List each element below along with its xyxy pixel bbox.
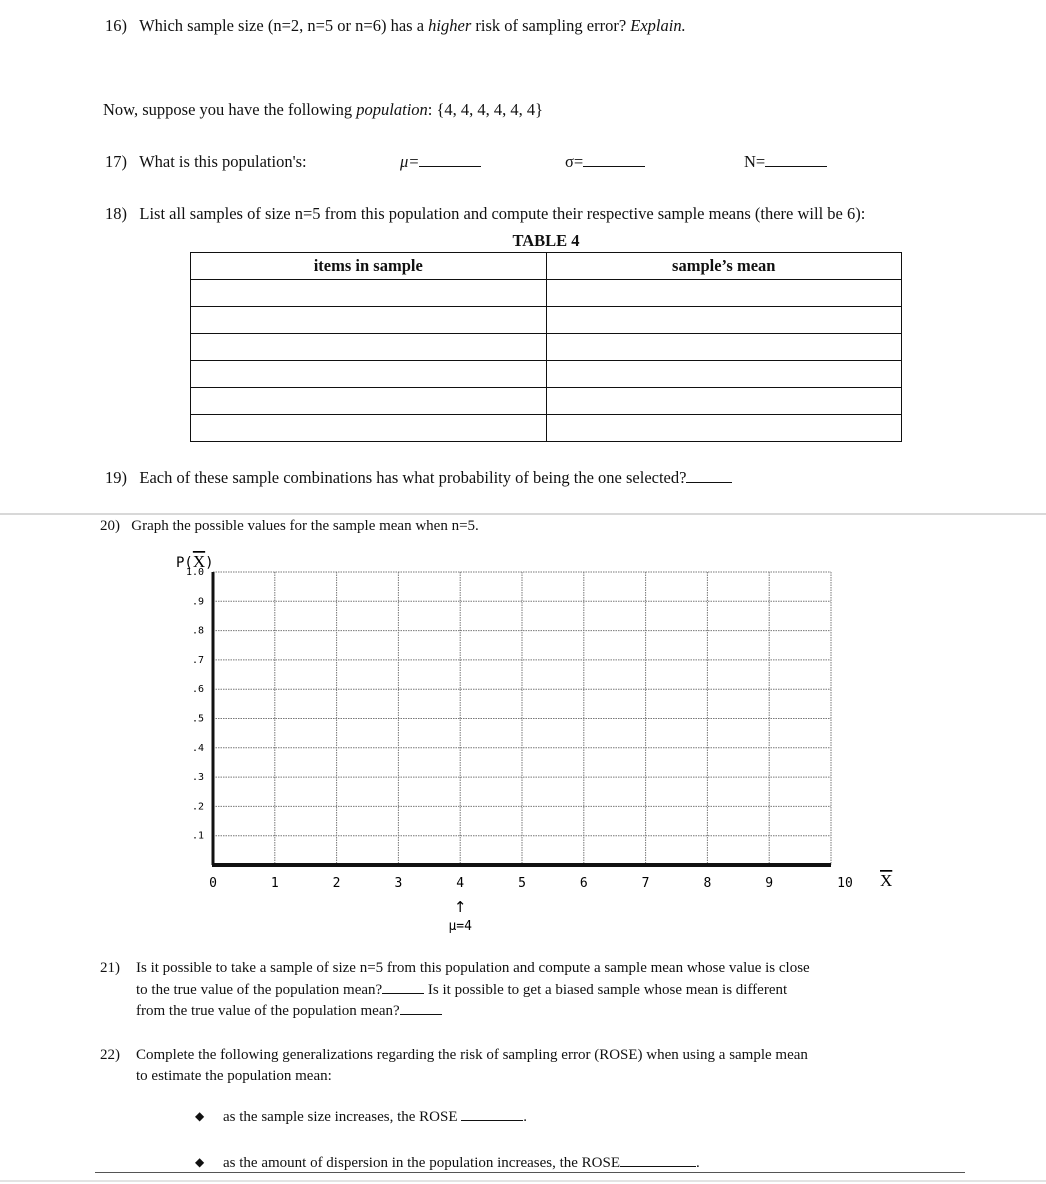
mean-cell[interactable]	[546, 334, 902, 361]
q22-bullet2-text: as the amount of dispersion in the population increases, the ROSE	[223, 1155, 621, 1171]
q16-emphasis: higher	[428, 16, 472, 35]
y-tick-label: .6	[191, 684, 204, 696]
q17-text: What is this population's:	[139, 152, 307, 171]
q21-line2a: to the true value of the population mean?	[136, 981, 383, 998]
header-mean: sample’s mean	[546, 253, 902, 280]
q16	[105, 16, 686, 36]
y-tick-label: .5	[191, 713, 204, 725]
q16-number: 16)	[105, 16, 127, 35]
q22-bullet1-text: as the sample size increases, the ROSE	[223, 1109, 458, 1125]
items-cell[interactable]	[191, 361, 547, 388]
header-items: items in sample	[191, 253, 547, 280]
q20-number: 20)	[100, 518, 120, 534]
y-tick-label: .1	[191, 830, 204, 842]
q21-blank1[interactable]	[382, 979, 424, 994]
q21	[100, 958, 810, 1022]
q21-line2b: Is it possible to get a biased sample whose mean is different	[427, 981, 788, 998]
q22-blank2[interactable]	[620, 1152, 696, 1167]
table-row	[191, 388, 902, 415]
sigma-answer	[565, 152, 645, 172]
y-axis-title-var: X	[192, 552, 206, 571]
items-cell[interactable]	[191, 334, 547, 361]
q22-bullet1	[223, 1106, 527, 1126]
x-axis-title: X	[880, 871, 893, 890]
population-statement	[103, 100, 543, 120]
y-axis-title	[176, 552, 214, 571]
x-tick-label: 3	[394, 876, 403, 891]
mean-cell[interactable]	[546, 388, 902, 415]
q22-line2: to estimate the population mean:	[136, 1067, 332, 1084]
x-tick-label: 8	[703, 876, 712, 891]
x-tick-label: 5	[518, 876, 526, 891]
q22-number: 22)	[100, 1047, 120, 1063]
x-tick-label: 2	[332, 876, 341, 891]
q20	[100, 518, 479, 535]
graph-grid	[213, 572, 831, 865]
q16-text: Which sample size (n=2, n=5 or n=6) has a	[139, 16, 429, 35]
x-tick-label: 4	[456, 876, 465, 891]
mean-cell[interactable]	[546, 307, 902, 334]
q22-period1: .	[523, 1109, 528, 1125]
mu-arrow: ↑	[453, 898, 467, 916]
q17	[105, 152, 307, 172]
population-set: : {4, 4, 4, 4, 4, 4}	[427, 100, 544, 119]
q17-number: 17)	[105, 152, 127, 171]
x-tick-label: 0	[209, 876, 217, 891]
table-row	[191, 361, 902, 388]
y-tick-label: .4	[191, 742, 204, 754]
q22	[100, 1045, 808, 1086]
x-tick-label: 7	[641, 876, 650, 891]
q22-bullet2	[223, 1152, 700, 1172]
bullet-icon: ◆	[195, 1109, 205, 1123]
n-label: N=	[744, 152, 766, 171]
q16-text-post: risk of sampling error?	[471, 16, 631, 35]
q22-line1: Complete the following generalizations regarding the risk of sampling error (ROSE) when using a sample mean	[136, 1047, 808, 1063]
items-cell[interactable]	[191, 388, 547, 415]
y-tick-labels	[186, 567, 204, 842]
mean-cell[interactable]	[546, 415, 902, 442]
y-axis-title-prefix: P(	[176, 555, 193, 571]
x-tick-label: 10	[837, 876, 853, 891]
items-cell[interactable]	[191, 307, 547, 334]
mu-label: μ=	[400, 152, 420, 171]
x-tick-label: 9	[765, 876, 774, 891]
q19-text: Each of these sample combinations has what probability of being the one selected?	[139, 468, 687, 487]
q20-text: Graph the possible values for the sample mean when n=5.	[131, 518, 479, 534]
y-tick-label: 1.0	[185, 567, 204, 578]
y-tick-label: .8	[191, 625, 204, 637]
sigma-blank[interactable]	[583, 152, 645, 167]
q21-line3: from the true value of the population mean?	[136, 1003, 400, 1019]
y-tick-label: .9	[191, 596, 204, 608]
table-4	[190, 252, 902, 442]
mu-blank[interactable]	[419, 152, 481, 167]
y-tick-label: .7	[191, 654, 204, 666]
q19	[105, 468, 732, 488]
q19-blank[interactable]	[686, 468, 732, 483]
table-row	[191, 307, 902, 334]
n-blank[interactable]	[765, 152, 827, 167]
population-emphasis: population	[356, 100, 428, 119]
table-row	[191, 280, 902, 307]
mu-answer	[400, 152, 481, 172]
q18	[105, 204, 865, 224]
mean-cell[interactable]	[546, 361, 902, 388]
y-tick-label: .2	[191, 801, 204, 813]
x-tick-label: 6	[579, 876, 588, 891]
q19-number: 19)	[105, 468, 127, 487]
table-row	[191, 334, 902, 361]
q21-blank2[interactable]	[400, 1000, 442, 1015]
table-caption: TABLE 4	[512, 231, 580, 250]
sigma-label: σ=	[565, 152, 584, 171]
q22-blank1[interactable]	[461, 1106, 523, 1121]
sample-mean-graph[interactable]	[0, 540, 1046, 940]
q18-text: List all samples of size n=5 from this population and compute their respective sample means (there will be 6):	[139, 204, 866, 223]
bottom-edge-divider	[0, 1180, 1046, 1182]
q21-line1: Is it possible to take a sample of size n=5 from this population and compute a sample mean whose value is close	[136, 960, 810, 976]
bottom-rule	[95, 1172, 965, 1173]
y-axis-title-suffix: )	[205, 555, 214, 571]
mean-cell[interactable]	[546, 280, 902, 307]
x-tick-label: 1	[270, 876, 279, 891]
q22-period2: .	[696, 1155, 700, 1171]
q18-number: 18)	[105, 204, 127, 223]
population-text: Now, suppose you have the following	[103, 100, 357, 119]
q16-explain: Explain.	[630, 16, 686, 35]
table-row	[191, 415, 902, 442]
page-break-divider	[0, 513, 1046, 515]
n-answer	[744, 152, 827, 172]
bullet-icon: ◆	[195, 1155, 205, 1169]
items-cell[interactable]	[191, 280, 547, 307]
q21-number: 21)	[100, 960, 120, 976]
y-tick-label: .3	[191, 772, 204, 784]
x-tick-labels	[209, 876, 853, 891]
mu-annotation: μ=4	[448, 919, 472, 934]
items-cell[interactable]	[191, 415, 547, 442]
